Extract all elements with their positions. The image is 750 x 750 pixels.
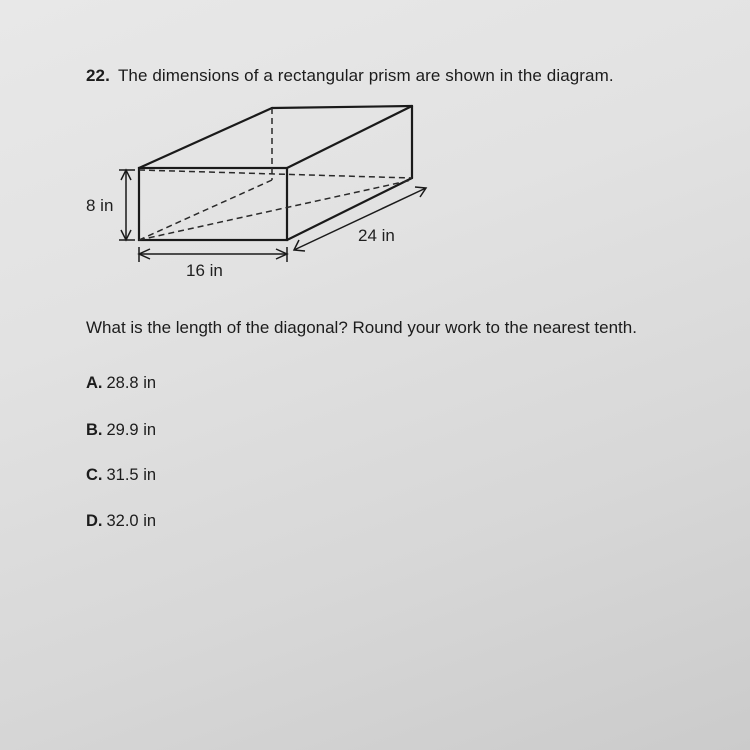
depth-label: 24 in (358, 226, 395, 245)
question-number: 22. (86, 66, 110, 85)
choice-b[interactable] (86, 421, 156, 440)
hidden-bottom-left-edge (139, 180, 272, 240)
choice-text: 31.5 in (106, 466, 157, 484)
choice-text: 32.0 in (106, 512, 157, 530)
prism-top-right-edge (287, 106, 412, 168)
height-label: 8 in (86, 196, 114, 215)
choice-c[interactable] (86, 466, 156, 485)
choice-letter: C. (86, 466, 103, 484)
choice-d[interactable] (86, 512, 156, 531)
prism-top-left-edge (139, 108, 272, 168)
choice-text: 29.9 in (106, 421, 157, 439)
hidden-back-bottom-edge (139, 170, 412, 178)
choice-letter: B. (86, 421, 103, 439)
choice-text: 28.8 in (106, 374, 157, 392)
prism-top-back-edge (272, 106, 412, 108)
choice-letter: D. (86, 512, 103, 530)
choice-letter: A. (86, 374, 103, 392)
question-text: The dimensions of a rectangular prism are shown in the diagram. (117, 66, 614, 85)
diagonal-question: What is the length of the diagonal? Round your work to the nearest tenth. (86, 318, 637, 337)
width-label: 16 in (186, 261, 223, 280)
choice-a[interactable] (86, 374, 156, 393)
